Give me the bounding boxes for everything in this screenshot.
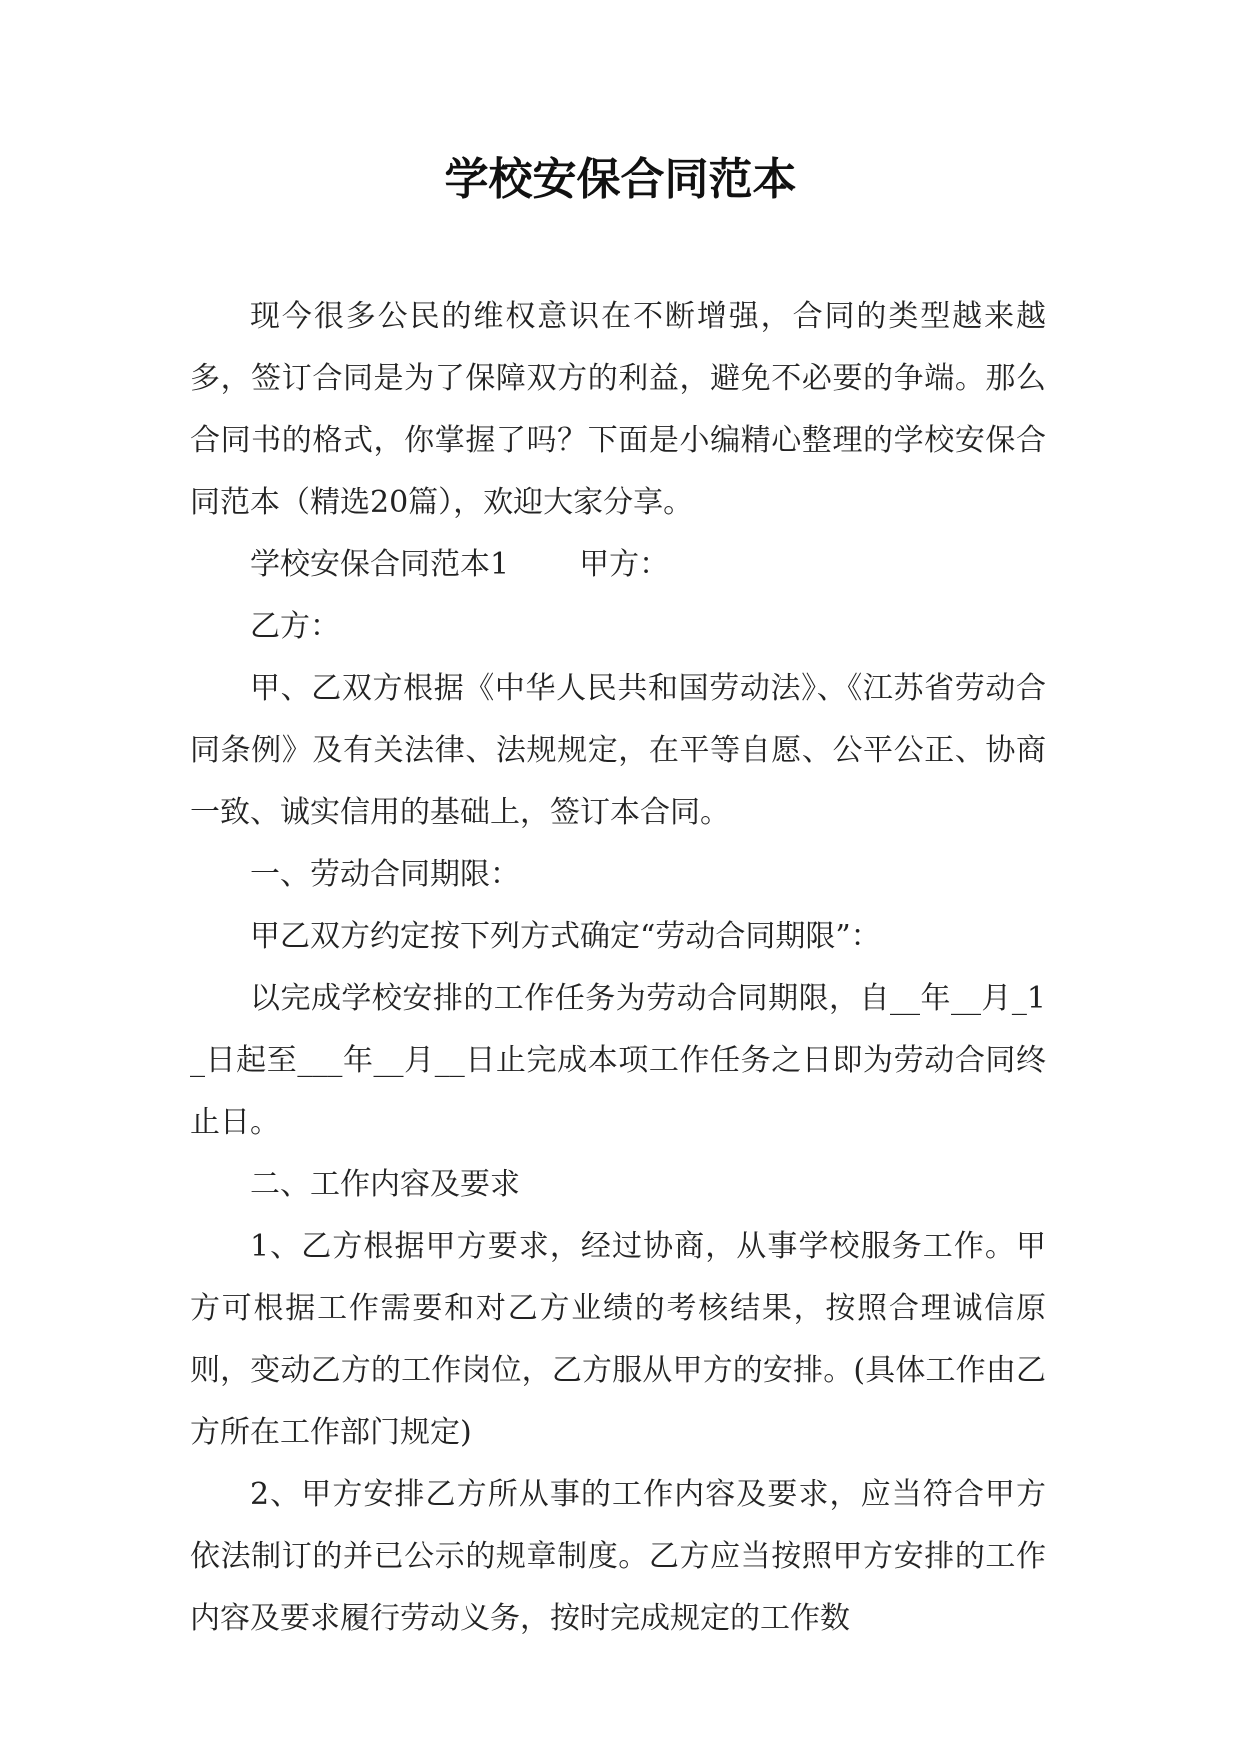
document-body: [190, 286, 1046, 1650]
document-title: 学校安保合同范本: [444, 154, 797, 205]
term-method-paragraph: 甲乙双方约定按下列方式确定“劳动合同期限”：: [250, 919, 881, 954]
clause-heading-work: 二、工作内容及要求: [250, 1167, 520, 1202]
work-clause-2: 2、甲方安排乙方所从事的工作内容及要求，应当符合甲方依法制订的并已公示的规章制度。乙方应当按照甲方安排的工作内容及要求履行劳动义务，按时完成规定的工作数: [190, 1477, 1046, 1636]
clause-heading-term: 一、劳动合同期限：: [250, 857, 520, 892]
party-a-label: 甲方：: [579, 547, 670, 582]
contract-basis-paragraph: 甲、乙双方根据《中华人民共和国劳动法》、《江苏省劳动合同条例》及有关法律、法规规定，在平等自愿、公平公正、协商一致、诚实信用的基础上，签订本合同。: [190, 671, 1046, 830]
work-clause-1: 1、乙方根据甲方要求，经过协商，从事学校服务工作。甲方可根据工作需要和对乙方业绩的考核结果，按照合理诚信原则，变动乙方的工作岗位，乙方服从甲方的安排。(具体工作由乙方所在工作部门规定): [190, 1229, 1046, 1450]
intro-paragraph: 现今很多公民的维权意识在不断增强，合同的类型越来越多，签订合同是为了保障双方的利益，避免不必要的争端。那么合同书的格式，你掌握了吗？下面是小编精心整理的学校安保合同范本（精选20篇），欢迎大家分享。: [190, 299, 1046, 520]
term-period-paragraph: 以完成学校安排的工作任务为劳动合同期限，自__年__月_1_日起至___年__月__日止完成本项工作任务之日即为劳动合同终止日。: [190, 981, 1046, 1140]
section-heading-line: [190, 534, 1046, 596]
party-b-label: 乙方：: [250, 609, 340, 644]
section-heading: 学校安保合同范本1: [250, 547, 510, 582]
